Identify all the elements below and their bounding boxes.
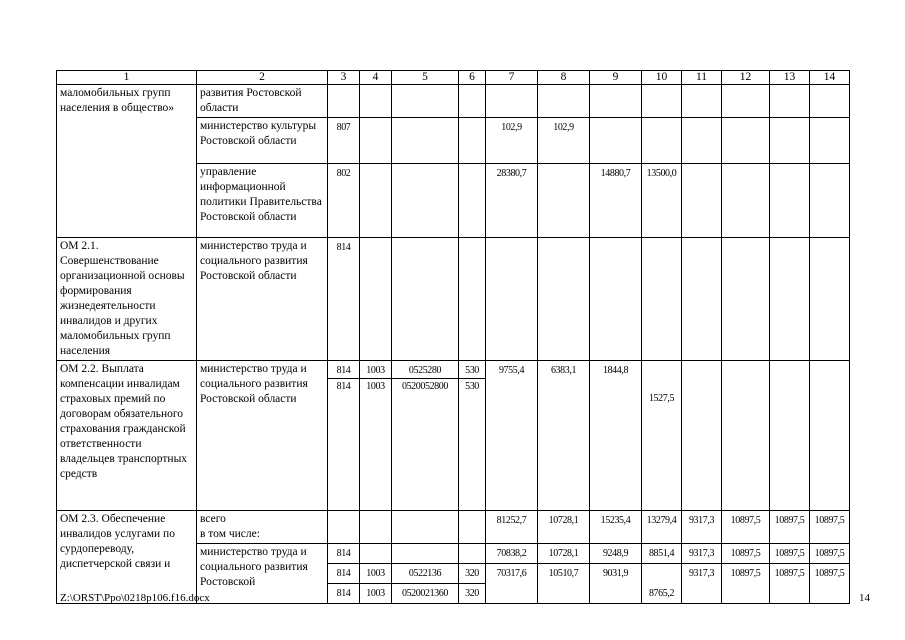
header-cell: 3 bbox=[328, 71, 360, 85]
rzpr-code: 1003 bbox=[366, 365, 385, 376]
value-cell: 28380,7 bbox=[486, 164, 538, 238]
value-cell: 10728,1 bbox=[538, 544, 590, 564]
value-cell: 9317,3 bbox=[682, 511, 722, 544]
csr-cell: 0520021360 bbox=[392, 584, 459, 604]
executor-cell: министерство труда и социального развития Ростовской области bbox=[197, 361, 328, 511]
rzpr-cell: 1003 bbox=[360, 564, 392, 584]
value-cell: 13500,0 bbox=[642, 164, 682, 238]
value-cell: 10897,5 bbox=[810, 544, 850, 564]
executor-cell: министерство труда и социального развития Ростовской области bbox=[197, 238, 328, 361]
rzpr-cell: 1003 bbox=[360, 584, 392, 604]
page-number: 14 bbox=[859, 592, 870, 604]
header-cell: 12 bbox=[722, 71, 770, 85]
grbs-cell: 814 bbox=[328, 238, 360, 361]
value-cell: 10897,5 bbox=[810, 511, 850, 544]
value-cell: 70317,6 bbox=[486, 564, 538, 584]
value-cell: 9031,9 bbox=[590, 564, 642, 584]
header-cell: 11 bbox=[682, 71, 722, 85]
csr-code: 0520052800 bbox=[392, 378, 458, 394]
header-cell: 4 bbox=[360, 71, 392, 85]
value-cell: 15235,4 bbox=[590, 511, 642, 544]
grbs-cell: 814 bbox=[328, 544, 360, 564]
value-cell: 9755,4 bbox=[486, 361, 538, 511]
header-cell: 2 bbox=[197, 71, 328, 85]
grbs-code: 814 bbox=[328, 378, 359, 394]
header-cell: 8 bbox=[538, 71, 590, 85]
vr-cell: 320 bbox=[459, 564, 486, 584]
rzpr-cell bbox=[360, 361, 392, 511]
value-cell: 10510,7 bbox=[538, 564, 590, 584]
program-table bbox=[56, 70, 850, 604]
executor-cell: министерство труда и социального развития Ростовской bbox=[197, 544, 328, 604]
header-cell: 7 bbox=[486, 71, 538, 85]
executor-cell: министерство культуры Ростовской области bbox=[197, 118, 328, 164]
value-cell: 13279,4 bbox=[642, 511, 682, 544]
measure-name-cell: маломобильных групп населения в общество» bbox=[57, 85, 197, 238]
header-cell: 10 bbox=[642, 71, 682, 85]
total-label: всего bbox=[200, 513, 226, 525]
header-cell: 1 bbox=[57, 71, 197, 85]
header-cell: 6 bbox=[459, 71, 486, 85]
value-cell: 10897,5 bbox=[770, 564, 810, 584]
value-cell: 9317,3 bbox=[682, 544, 722, 564]
value-cell: 10897,5 bbox=[810, 564, 850, 584]
vr-cell bbox=[459, 361, 486, 511]
value-cell: 81252,7 bbox=[486, 511, 538, 544]
table-row bbox=[57, 361, 850, 511]
including-label: в том числе: bbox=[200, 528, 260, 540]
vr-cell: 320 bbox=[459, 584, 486, 604]
grbs-cell: 807 bbox=[328, 118, 360, 164]
value-cell: 102,9 bbox=[486, 118, 538, 164]
vr-code: 530 bbox=[459, 378, 485, 394]
value-cell: 1844,8 bbox=[590, 361, 642, 511]
executor-cell: развития Ростовской области bbox=[197, 85, 328, 118]
csr-cell: 0522136 bbox=[392, 564, 459, 584]
executor-cell bbox=[197, 511, 328, 544]
header-cell: 5 bbox=[392, 71, 459, 85]
value-cell: 10897,5 bbox=[722, 511, 770, 544]
value-cell: 10897,5 bbox=[722, 544, 770, 564]
value-cell: 9248,9 bbox=[590, 544, 642, 564]
csr-cell bbox=[392, 361, 459, 511]
grbs-cell: 814 bbox=[328, 564, 360, 584]
grbs-cell bbox=[328, 361, 360, 511]
header-cell: 14 bbox=[810, 71, 850, 85]
grbs-cell: 802 bbox=[328, 164, 360, 238]
table-row bbox=[57, 511, 850, 544]
header-cell: 13 bbox=[770, 71, 810, 85]
grbs-code: 814 bbox=[336, 365, 351, 376]
grbs-cell: 814 bbox=[328, 584, 360, 604]
value-cell bbox=[642, 361, 682, 511]
executor-cell: управление информационной политики Правительства Ростовской области bbox=[197, 164, 328, 238]
measure-name-cell: ОМ 2.1. Совершенствование организационной основы формирования жизнедеятельности инвалидов и других маломобильных групп населения bbox=[57, 238, 197, 361]
measure-name-cell: ОМ 2.2. Выплата компенсации инвалидам страховых премий по договорам обязательного страхования гражданской ответственности владельцев транспортных средств bbox=[57, 361, 197, 511]
value-cell: 10897,5 bbox=[722, 564, 770, 584]
value-cell: 70838,2 bbox=[486, 544, 538, 564]
csr-code: 0525280 bbox=[408, 365, 442, 376]
value-cell: 10897,5 bbox=[770, 544, 810, 564]
value-cell: 10897,5 bbox=[770, 511, 810, 544]
value-cell: 14880,7 bbox=[590, 164, 642, 238]
rzpr-code: 1003 bbox=[360, 378, 391, 394]
value-cell: 8851,4 bbox=[642, 544, 682, 564]
table-row bbox=[57, 85, 850, 118]
value-cell: 10728,1 bbox=[538, 511, 590, 544]
value-cell: 8765,2 bbox=[642, 584, 682, 604]
footer-file-path: Z:\ORST\Ppo\0218p106.f16.docx bbox=[60, 592, 210, 604]
header-cell: 9 bbox=[590, 71, 642, 85]
table-row bbox=[57, 238, 850, 361]
value-text: 1527,5 bbox=[648, 393, 675, 404]
vr-code: 530 bbox=[465, 365, 479, 376]
measure-name-cell: ОМ 2.3. Обеспечение инвалидов услугами по сурдопереводу, диспетчерской связи и bbox=[57, 511, 197, 604]
value-cell: 102,9 bbox=[538, 118, 590, 164]
header-row bbox=[57, 71, 850, 85]
value-cell: 9317,3 bbox=[682, 564, 722, 584]
value-cell: 6383,1 bbox=[538, 361, 590, 511]
